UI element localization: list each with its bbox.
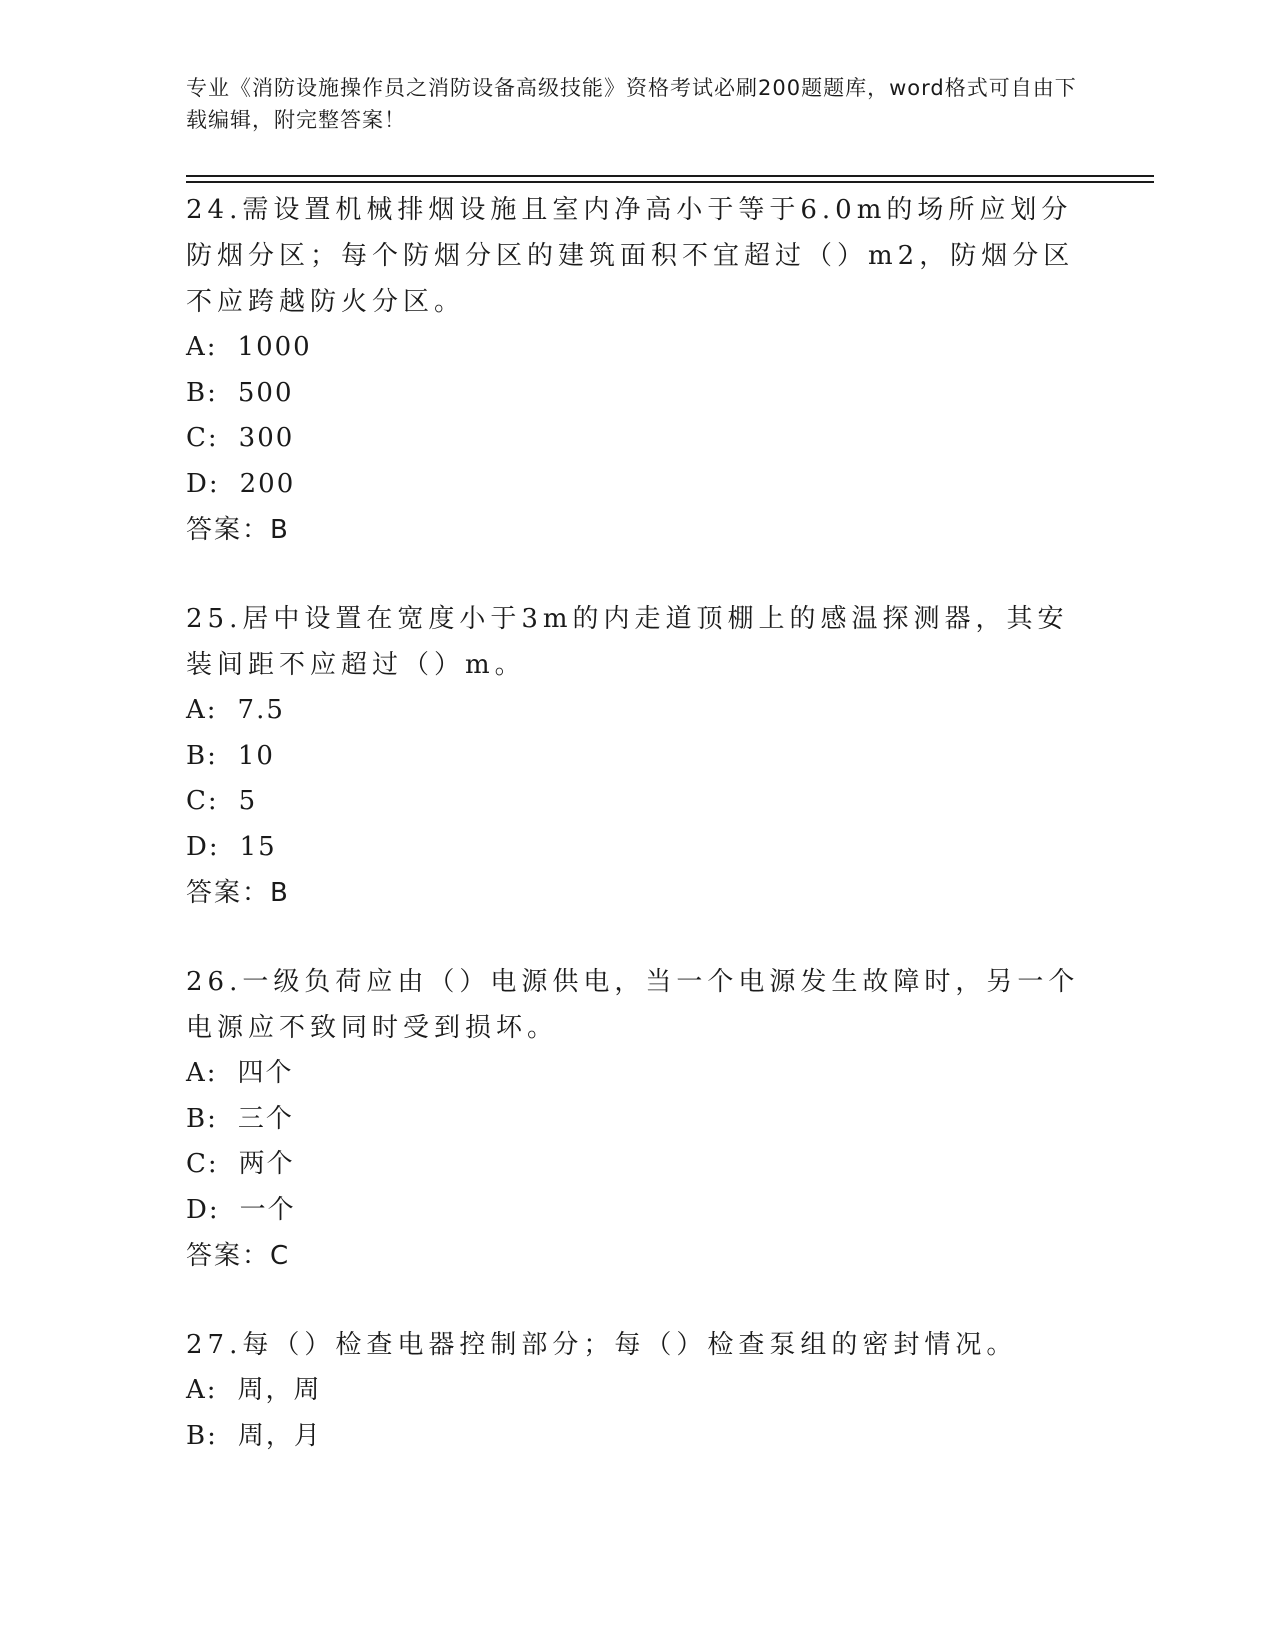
option-label: B: bbox=[186, 740, 218, 771]
question-27 bbox=[186, 1322, 1086, 1459]
option-label: D: bbox=[186, 831, 220, 862]
option-b bbox=[186, 734, 1086, 780]
question-text: 26.一级负荷应由（）电源供电，当一个电源发生故障时，另一个电源应不致同时受到损坏。 bbox=[186, 967, 1080, 1043]
option-value: 周，月 bbox=[237, 1420, 322, 1451]
option-value: 一个 bbox=[239, 1194, 296, 1225]
option-value: 三个 bbox=[237, 1103, 294, 1134]
option-label: C: bbox=[186, 1149, 219, 1179]
option-label: B: bbox=[186, 1420, 218, 1451]
option-value: 5 bbox=[238, 786, 258, 816]
option-a bbox=[186, 325, 1086, 371]
option-value: 200 bbox=[239, 468, 296, 499]
document-header: 专业《消防设施操作员之消防设备高级技能》资格考试必刷200题题库，word格式可自由下载编辑，附完整答案！ bbox=[186, 76, 1077, 132]
option-c bbox=[186, 779, 1086, 825]
question-26 bbox=[186, 959, 1086, 1279]
option-value: 300 bbox=[238, 423, 295, 453]
option-value: 1000 bbox=[237, 332, 312, 362]
option-value: 7.5 bbox=[237, 695, 285, 725]
option-a bbox=[186, 1368, 1086, 1414]
option-label: A: bbox=[186, 695, 218, 725]
option-value: 500 bbox=[237, 377, 294, 408]
option-label: D: bbox=[186, 1194, 220, 1225]
option-d bbox=[186, 825, 1086, 871]
question-text: 25.居中设置在宽度小于3m的内走道顶棚上的感温探测器，其安装间距不应超过（）m。 bbox=[186, 604, 1069, 680]
option-label: A: bbox=[186, 1058, 218, 1088]
option-c bbox=[186, 416, 1086, 462]
option-a bbox=[186, 1051, 1086, 1097]
question-text: 24.需设置机械排烟设施且室内净高小于等于6.0m的场所应划分防烟分区；每个防烟分区的建筑面积不宜超过（）m2，防烟分区不应跨越防火分区。 bbox=[186, 195, 1075, 317]
option-label: A: bbox=[186, 1375, 218, 1405]
option-b bbox=[186, 371, 1086, 417]
option-value: 两个 bbox=[238, 1149, 295, 1179]
question-text: 27.每（）检查电器控制部分；每（）检查泵组的密封情况。 bbox=[186, 1330, 1018, 1360]
option-d bbox=[186, 462, 1086, 508]
question-25 bbox=[186, 596, 1086, 916]
header-rule-top bbox=[186, 175, 1154, 177]
answer: 答案：B bbox=[186, 515, 290, 545]
answer: 答案：C bbox=[186, 1241, 291, 1271]
question-list bbox=[186, 187, 1086, 1502]
option-value: 10 bbox=[237, 740, 275, 771]
option-a bbox=[186, 688, 1086, 734]
option-label: B: bbox=[186, 1103, 218, 1134]
option-label: D: bbox=[186, 468, 220, 499]
question-24 bbox=[186, 187, 1086, 553]
option-value: 15 bbox=[239, 831, 277, 862]
option-label: A: bbox=[186, 332, 218, 362]
option-value: 四个 bbox=[237, 1058, 294, 1088]
option-c bbox=[186, 1142, 1086, 1188]
header-rule-bottom bbox=[186, 181, 1154, 183]
option-b bbox=[186, 1097, 1086, 1143]
option-value: 周，周 bbox=[237, 1375, 322, 1405]
option-d bbox=[186, 1188, 1086, 1234]
option-label: C: bbox=[186, 423, 219, 453]
option-label: B: bbox=[186, 377, 218, 408]
option-b bbox=[186, 1414, 1086, 1460]
answer: 答案：B bbox=[186, 878, 290, 908]
option-label: C: bbox=[186, 786, 219, 816]
